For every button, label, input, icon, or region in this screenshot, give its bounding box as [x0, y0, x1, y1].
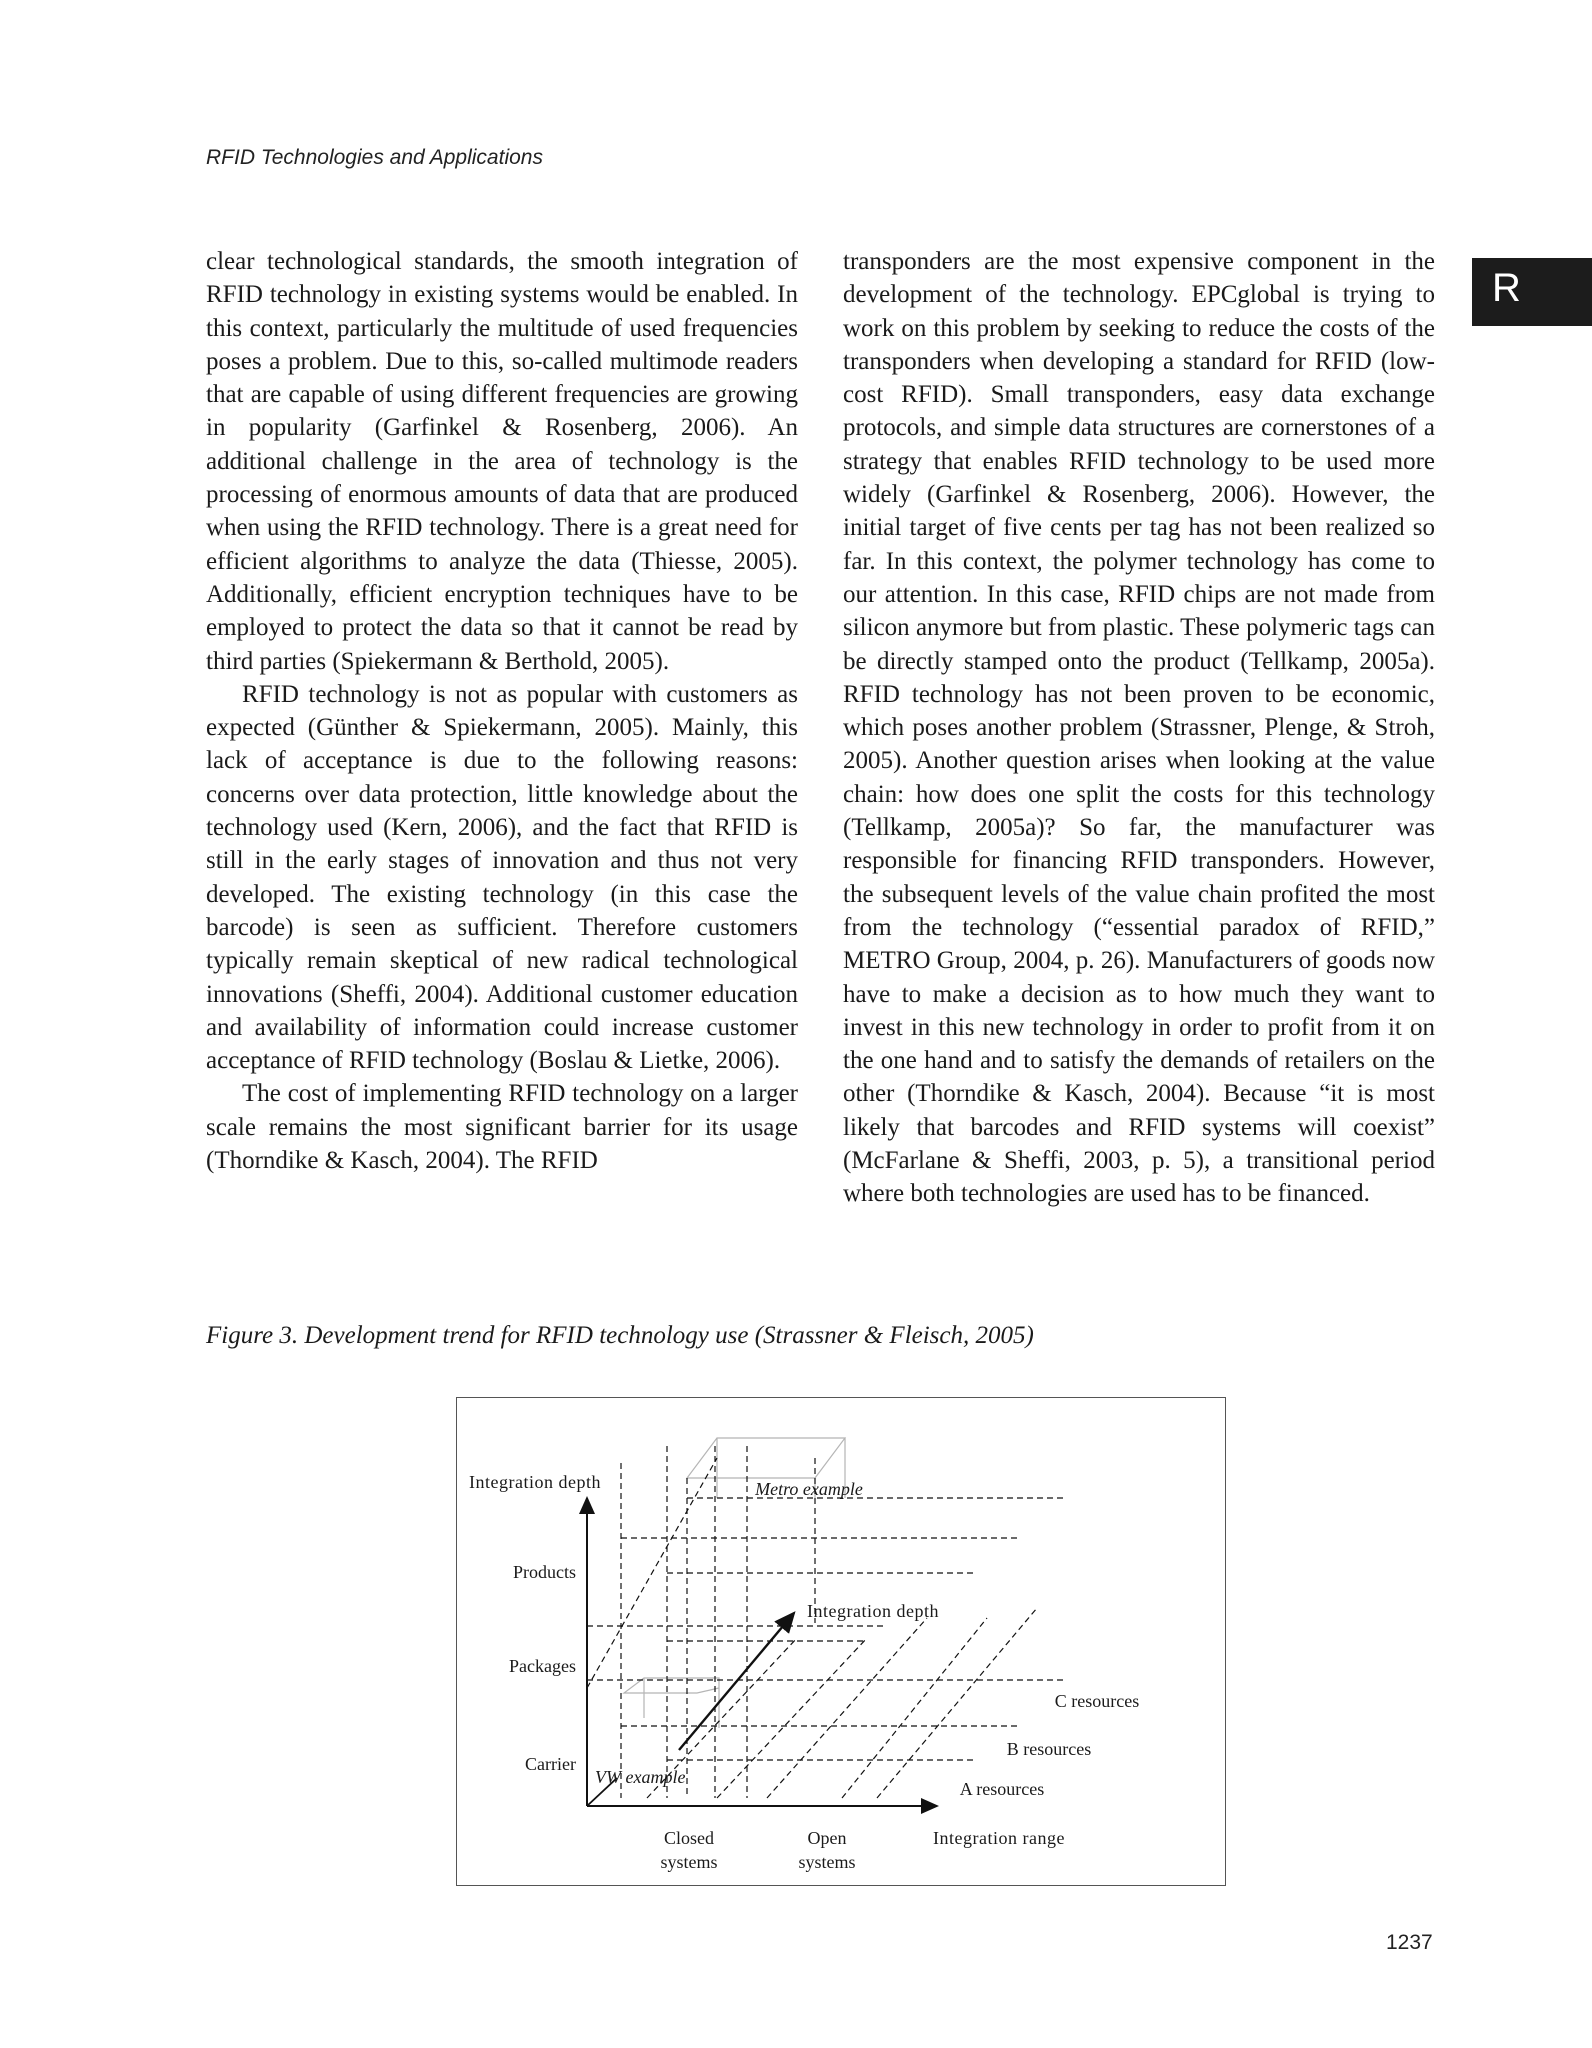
page-number: 1237 — [1386, 1931, 1433, 1954]
figure-diagram — [457, 1398, 1227, 1887]
y-level-products: Products — [513, 1562, 576, 1582]
b-resources-label: B resources — [1006, 1739, 1092, 1759]
y-level-packages: Packages — [509, 1656, 576, 1676]
y-level-carrier: Carrier — [525, 1754, 576, 1774]
paragraph: RFID technology is not as popular with customers as expected (Günther & Spiekermann, 2005). Mainly, this lack of acceptance is due to the following reasons: concerns over data protection, little knowledge about the technology used (Kern, 2006), and the fact that RFID is still in the early stages of innovation and thus not very developed. The existing technology (in this case the barcode) is seen as sufficient. Therefore customers typically remain skeptical of new radical technological innovations (Sheffi, 2004). Additional customer education and availability of information could increase customer acceptance of RFID technology (Boslau & Lietke, 2006). — [206, 680, 798, 1075]
right-column — [843, 245, 1435, 1211]
arrow-label: Integration depth — [807, 1601, 939, 1621]
section-tab-letter: R — [1492, 266, 1521, 310]
running-title: RFID Technologies and Applications — [206, 146, 543, 169]
x-closed-label-2: systems — [660, 1852, 718, 1872]
x-open-label-1: Open — [807, 1828, 847, 1848]
paragraph: transponders are the most expensive component in the development of the technology. EPCglobal is trying to work on this problem by seeking to reduce the costs of the transponders when developing a standard for RFID (low-cost RFID). Small transponders, easy data exchange protocols, and simple data structures are cornerstones of a strategy that enables RFID technology to be used more widely (Garfinkel & Rosenberg, 2006). However, the initial target of five cents per tag has not been realized so far. In this context, the polymer technology has come to our attention. In this case, RFID chips are not made from silicon anymore but from plastic. These polymeric tags can be directly stamped onto the product (Tellkamp, 2005a). RFID technology has not been proven to be economic, which poses another problem (Strassner, Plenge, & Stroh, 2005). Another question arises when looking at the value chain: how does one split the costs for this technology (Tellkamp, 2005a)? So far, the manufacturer was responsible for financing RFID transponders. However, the subsequent levels of the value chain profited the most from the technology (“essential paradox of RFID,” METRO Group, 2004, p. 26). Manufacturers of goods now have to make a decision as to how much they want to invest in this new technology in order to profit from it on the one hand and to satisfy the demands of retailers on the other (Thorndike & Kasch, 2004). Because “it is most likely that barcodes and RFID systems will coexist” (McFarlane & Sheffi, 2003, p. 5), a transitional period where both technologies are used has to be financed. — [843, 248, 1435, 1208]
section-tab — [1472, 258, 1592, 326]
a-resources-label: A resources — [959, 1779, 1045, 1799]
c-resources-label: C resources — [1054, 1691, 1140, 1711]
x-axis-title: Integration range — [933, 1828, 1065, 1848]
vw-example-label: VW example — [595, 1767, 686, 1787]
y-axis-title: Integration depth — [469, 1472, 601, 1492]
paragraph: The cost of implementing RFID technology on a larger scale remains the most significant barrier for its usage (Thorndike & Kasch, 2004). The RFID — [206, 1080, 798, 1175]
left-column — [206, 245, 798, 1177]
metro-example-label: Metro example — [755, 1479, 863, 1499]
x-closed-label-1: Closed — [663, 1828, 715, 1848]
figure-caption: Figure 3. Development trend for RFID technology use (Strassner & Fleisch, 2005) — [206, 1322, 1034, 1349]
paragraph: clear technological standards, the smooth integration of RFID technology in existing systems would be enabled. In this context, particularly the multitude of used frequencies poses a problem. Due to this, so-called multimode readers that are capable of using different frequencies are growing in popularity (Garfinkel & Rosenberg, 2006). An additional challenge in the area of technology is the processing of enormous amounts of data that are produced when using the RFID technology. There is a great need for efficient algorithms to analyze the data (Thiesse, 2005). Additionally, efficient encryption techniques have to be employed to protect the data so that it cannot be read by third parties (Spiekermann & Berthold, 2005). — [206, 248, 798, 675]
depth-arrow — [679, 1613, 794, 1750]
figure-development-trend — [456, 1397, 1226, 1886]
x-open-label-2: systems — [798, 1852, 856, 1872]
